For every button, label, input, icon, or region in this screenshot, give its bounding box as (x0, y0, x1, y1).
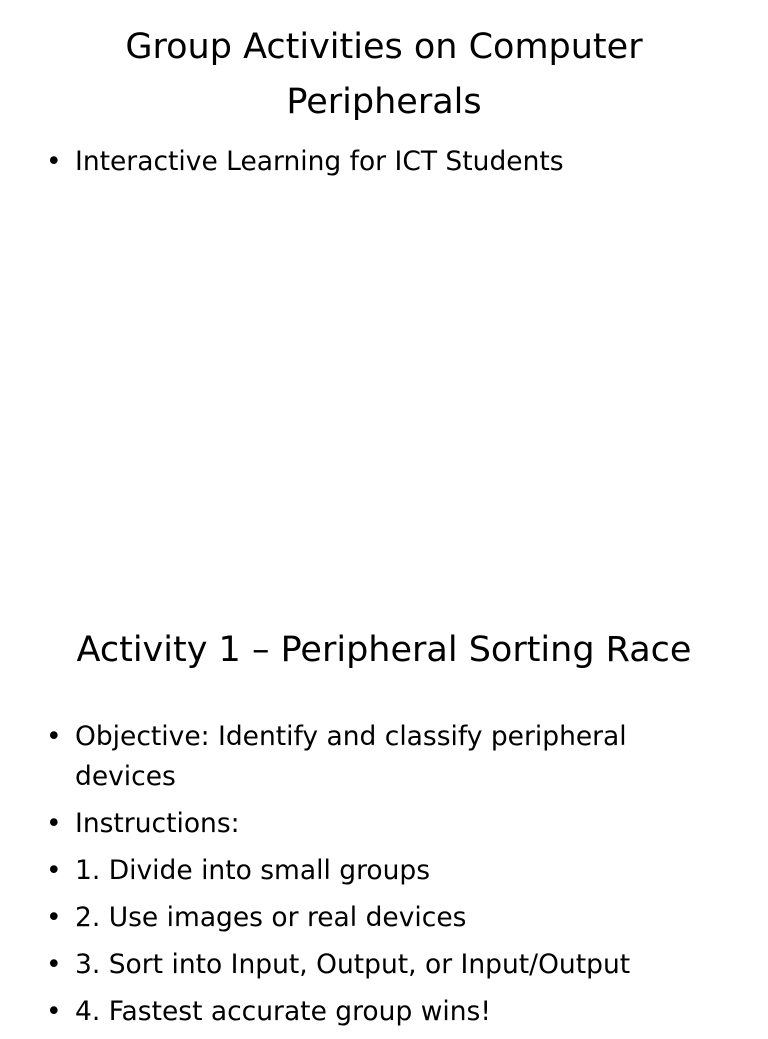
bullet-text: Instructions: (75, 808, 240, 839)
bullet-text: Interactive Learning for ICT Students (75, 146, 564, 177)
bullet-list (46, 142, 706, 189)
bullet-list (46, 717, 706, 1039)
slide-title: Group Activities on Computer Peripherals (125, 27, 643, 122)
bullet-item (46, 142, 706, 182)
bullet-icon: • (46, 146, 62, 177)
bullet-icon: • (46, 996, 62, 1027)
bullet-text: 3. Sort into Input, Output, or Input/Output (75, 949, 631, 980)
bullet-text: 4. Fastest accurate group wins! (75, 996, 491, 1027)
bullet-item (46, 851, 706, 891)
bullet-item (46, 898, 706, 938)
slide-2 (0, 576, 768, 1027)
bullet-icon: • (46, 721, 62, 752)
bullet-text: Objective: Identify and classify peripheral devices (75, 721, 627, 792)
bullet-item (46, 804, 706, 844)
bullet-item (46, 992, 706, 1032)
bullet-icon: • (46, 855, 62, 886)
bullet-item (46, 945, 706, 985)
slide-title: Activity 1 – Peripheral Sorting Race (76, 630, 692, 670)
bullet-icon: • (46, 808, 62, 839)
bullet-text: 1. Divide into small groups (75, 855, 431, 886)
bullet-icon: • (46, 902, 62, 933)
bullet-text: 2. Use images or real devices (75, 902, 467, 933)
bullet-icon: • (46, 949, 62, 980)
bullet-item (46, 717, 706, 797)
